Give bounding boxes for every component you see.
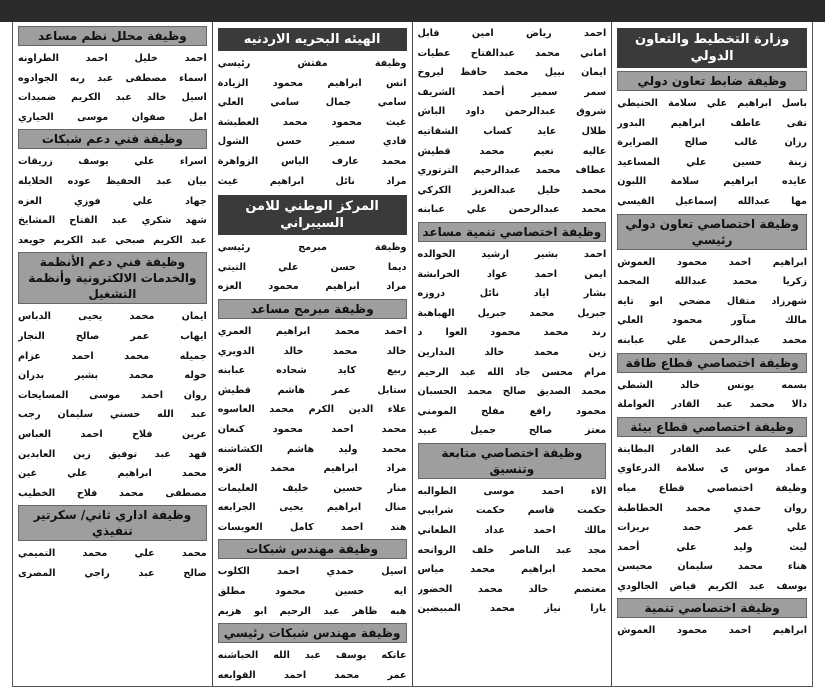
name-line: طلال عايد كساب الشقاتيه [417, 125, 607, 137]
announcement-columns [12, 22, 813, 687]
name-line: ابراهيم احمد محمود العموش [617, 625, 807, 637]
name-line: بسمه يونس خالد الشطي [617, 379, 807, 391]
section-title: وزارة التخطيط والتعاون الدولي [617, 28, 807, 68]
name-line: احمد بشير ارشيد الخوالده [417, 248, 607, 260]
name-line: باسل ابراهيم علي سلامة الحنيطي [617, 98, 807, 109]
name-line: تقى عاطف ابراهيم البدور [617, 117, 807, 129]
name-line: عايده ابراهيم سلامة اللبون [617, 176, 807, 188]
name-line: مصطفى محمد فلاح الخطيب [18, 487, 207, 499]
name-line: زين محمد خالد البدارين [417, 346, 607, 358]
name-line: زكريا محمد عبدالله المحمد [617, 276, 807, 288]
name-line: اسيل حمدي احمد الكلوب [217, 566, 407, 578]
name-line: عاتكه يوسف عبد الله الحباشنه [217, 650, 407, 662]
name-line: هناء محمد سليمان محيسن [617, 561, 807, 573]
name-line: محمد عبدالرحمن علي عبابنه [417, 204, 607, 216]
name-line: روان احمد موسى المسايحات [18, 389, 207, 401]
name-line: ايمان نبيل محمد حافظ ليروخ [417, 67, 607, 79]
name-line: رند محمد محمود العوا د [417, 327, 607, 339]
name-line: عمر محمد احمد القوابعه [217, 669, 407, 681]
name-line: شهد شكري عبد الفتاح المشايخ [18, 215, 207, 227]
name-line: عاليه تعيم محمد قطيش [417, 145, 607, 157]
name-line: علاء الدين الكرم محمد العاسوه [217, 404, 407, 416]
name-line: ليث وليد علي أحمد [617, 541, 807, 553]
column-1 [612, 22, 812, 686]
name-line: جميله محمد احمد عزام [18, 350, 207, 362]
name-line: عبد الله حسني سليمان رجب [18, 409, 207, 421]
name-line: جهاد علي فوزي العزه [18, 195, 207, 207]
name-line: محمد علي محمد التميمي [18, 548, 207, 560]
name-line: ربيع كايد شحاده عبابنه [217, 365, 407, 377]
name-line: محمد خليل عبدالعزيز الكركي [417, 184, 607, 196]
name-line: ستابل عمر هاشم قطيش [217, 384, 407, 396]
top-banner-bar [0, 0, 825, 22]
name-line: ايمان محمد يحيى الدباس [18, 311, 207, 323]
name-line: شروق عبدالرحمن داود الباش [417, 106, 607, 118]
name-line: سمر سمير أحمد الشريف [417, 86, 607, 98]
name-line: وظيفة مفتش رئيسي [217, 58, 407, 69]
name-line: صالح عبد راجي المصرى [18, 567, 207, 579]
name-line: معتز صالح جميل عبيد [417, 425, 607, 437]
name-line: ايهاب عمر صالح النجار [18, 330, 207, 342]
name-line: حكمت قاسم حكمت شرايبي [417, 505, 607, 517]
column-2 [413, 22, 613, 686]
job-title-header: وظيفة اختصاصي قطاع طاقة [617, 353, 807, 373]
name-line: مجد عبد الناصر خلف الروانحه [417, 544, 607, 556]
job-title-header: وظيفة مهندس شبكات [218, 539, 407, 559]
name-line: ابراهيم احمد محمود العموش [617, 256, 807, 268]
column-3 [213, 22, 413, 686]
name-line: محمد احمد محمود كنعان [217, 423, 407, 435]
job-title-header: وظيفة مبرمج مساعد [218, 299, 407, 319]
name-line: احمد محمد ابراهيم العمري [217, 325, 407, 337]
name-line: محمد عارف الياس الزواهرة [217, 155, 407, 167]
name-line: مراد نائل ابراهيم غيث [217, 175, 407, 187]
job-title-header: وظيفة فني دعم شبكات [18, 129, 207, 149]
name-line: الاء احمد موسى الطوالبه [417, 485, 607, 497]
name-line: اسراء علي يوسف زريقات [18, 156, 207, 168]
name-line: جبريل محمد جبريل الهباهبة [417, 307, 607, 319]
name-line: خالد محمد خالد الدويري [217, 345, 407, 357]
job-title-header: وظيفة مهندس شبكات رئيسي [218, 623, 407, 643]
name-line: يوسف عبد الكريم فياض الجالودي [617, 580, 807, 592]
name-line: أحمد علي عبد القادر البطاينة [617, 443, 807, 455]
name-line: منال ابراهيم يحيى الجرابعه [217, 502, 407, 514]
job-title-header: وظيفة اختصاصي تعاون دولي رئيسي [617, 214, 807, 250]
job-title-header: وظيفة فني دعم الأنظمة والخدمات الالكترونية وأنظمة التشغيل [18, 252, 207, 304]
name-line: امل صفوان موسى الحياري [18, 111, 207, 123]
name-line: عرين فلاح احمد العباس [18, 428, 207, 440]
name-line: مالك احمد عداد الطعاني [417, 525, 607, 537]
name-line: عطاف محمد عبدالرحيم الترتوري [417, 165, 607, 177]
name-line: علي عمر حمد بريزات [617, 522, 807, 534]
name-line: محمد وليد هاشم الكشاشنه [217, 443, 407, 455]
job-title-header: وظيفة محلل نظم مساعد [18, 26, 207, 46]
name-line: دالا محمد عبد القادر العواملة [617, 399, 807, 411]
name-line: مها عبدالله إسماعيل القيسي [617, 195, 807, 207]
name-line: غيث محمود محمد العطيشة [217, 116, 407, 128]
column-4 [13, 22, 213, 686]
name-line: خوله محمد بشير بدران [18, 370, 207, 382]
name-line: هند احمد كامل العويسات [217, 521, 407, 533]
name-line: عماد موس ى سلامة الدرعاوي [617, 463, 807, 475]
name-line: وظيفة اختصاصي قطاع مياه [617, 482, 807, 494]
job-title-header: وظيفة اختصاصي تنمية [617, 598, 807, 618]
name-line: انس ابراهيم محمود الزيادة [217, 77, 407, 89]
name-line: رزان غالب صالح الصرايرة [617, 137, 807, 149]
job-title-header: وظيفة اختصاصي قطاع بيئة [617, 417, 807, 437]
section-title: الهيئه البحريه الاردنيه [218, 28, 407, 51]
name-line: بيان عبد الحفيظ عوده الخلايله [18, 175, 207, 187]
job-title-header: وظيفة اختصاصي تنمية مساعد [418, 222, 607, 242]
name-line: فهد عبد توفيق زين العابدين [18, 448, 207, 460]
name-line: اسماء مصطفى عبد ربه الجوادوه [18, 72, 207, 84]
name-line: روان حمدي محمد الخطاطبة [617, 502, 807, 514]
name-line: اسيل خالد عبد الكريم ضميدات [18, 92, 207, 104]
section-title: المركز الوطني للامن السيبراني [218, 195, 407, 235]
name-line: ايه حسين محمود مطلق [217, 586, 407, 598]
name-line: شهرزاد متقال مضحي ابو تايه [617, 295, 807, 307]
name-line: فادي سمير حسن الشول [217, 136, 407, 148]
name-line: مرام محسن جاد الله عبد الرحيم [417, 366, 607, 378]
name-line: مالك منآور محمود العلي [617, 315, 807, 327]
name-line: بشار اياد نائل دروزه [417, 288, 607, 300]
name-line: يارا نياز محمد المبيضين [417, 603, 607, 615]
name-line: محمد عبدالرحمن علي عبابنه [617, 334, 807, 346]
name-line: محمد ابراهيم علي غين [18, 468, 207, 480]
name-line: ديما حسن علي التيتي [217, 261, 407, 273]
name-line: وظيفة مبرمج رئيسي [217, 242, 407, 254]
name-line: احمد رياض امين قابل [417, 28, 607, 39]
name-line: معتصم خالد محمد الخضور [417, 583, 607, 595]
name-line: زينة حسين علي المساعيد [617, 156, 807, 168]
name-line: احمد خليل احمد الطراونه [18, 53, 207, 64]
job-title-header: وظيفة ضابط تعاون دولي [617, 71, 807, 91]
name-line: هبه ظاهر عبد الرحيم ابو هزيم [217, 605, 407, 617]
name-line: سامي جمال سامي العلي [217, 97, 407, 109]
name-line: محمد الصديق صالح محمد الحسبان [417, 386, 607, 398]
name-line: محمود رافع مفلح المومني [417, 405, 607, 417]
name-line: محمد ابراهيم محمد مياس [417, 564, 607, 576]
job-title-header: وظيفة اختصاصي متابعة وتنسيق [418, 443, 607, 479]
name-line: مراد ابراهيم محمد العزه [217, 463, 407, 475]
name-line: مراد ابراهيم محمود العزه [217, 281, 407, 293]
job-title-header: وظيفة اداري ثاني/ سكرتير تنفيذي [18, 505, 207, 541]
name-line: ايمن احمد عواد الخرابشة [417, 268, 607, 280]
name-line: منار حسين خليف العليمات [217, 482, 407, 494]
name-line: عبد الكريم صبحي عبد الكريم جويعد [18, 234, 207, 246]
name-line: اماني محمد عبدالفتاح عطيات [417, 47, 607, 59]
